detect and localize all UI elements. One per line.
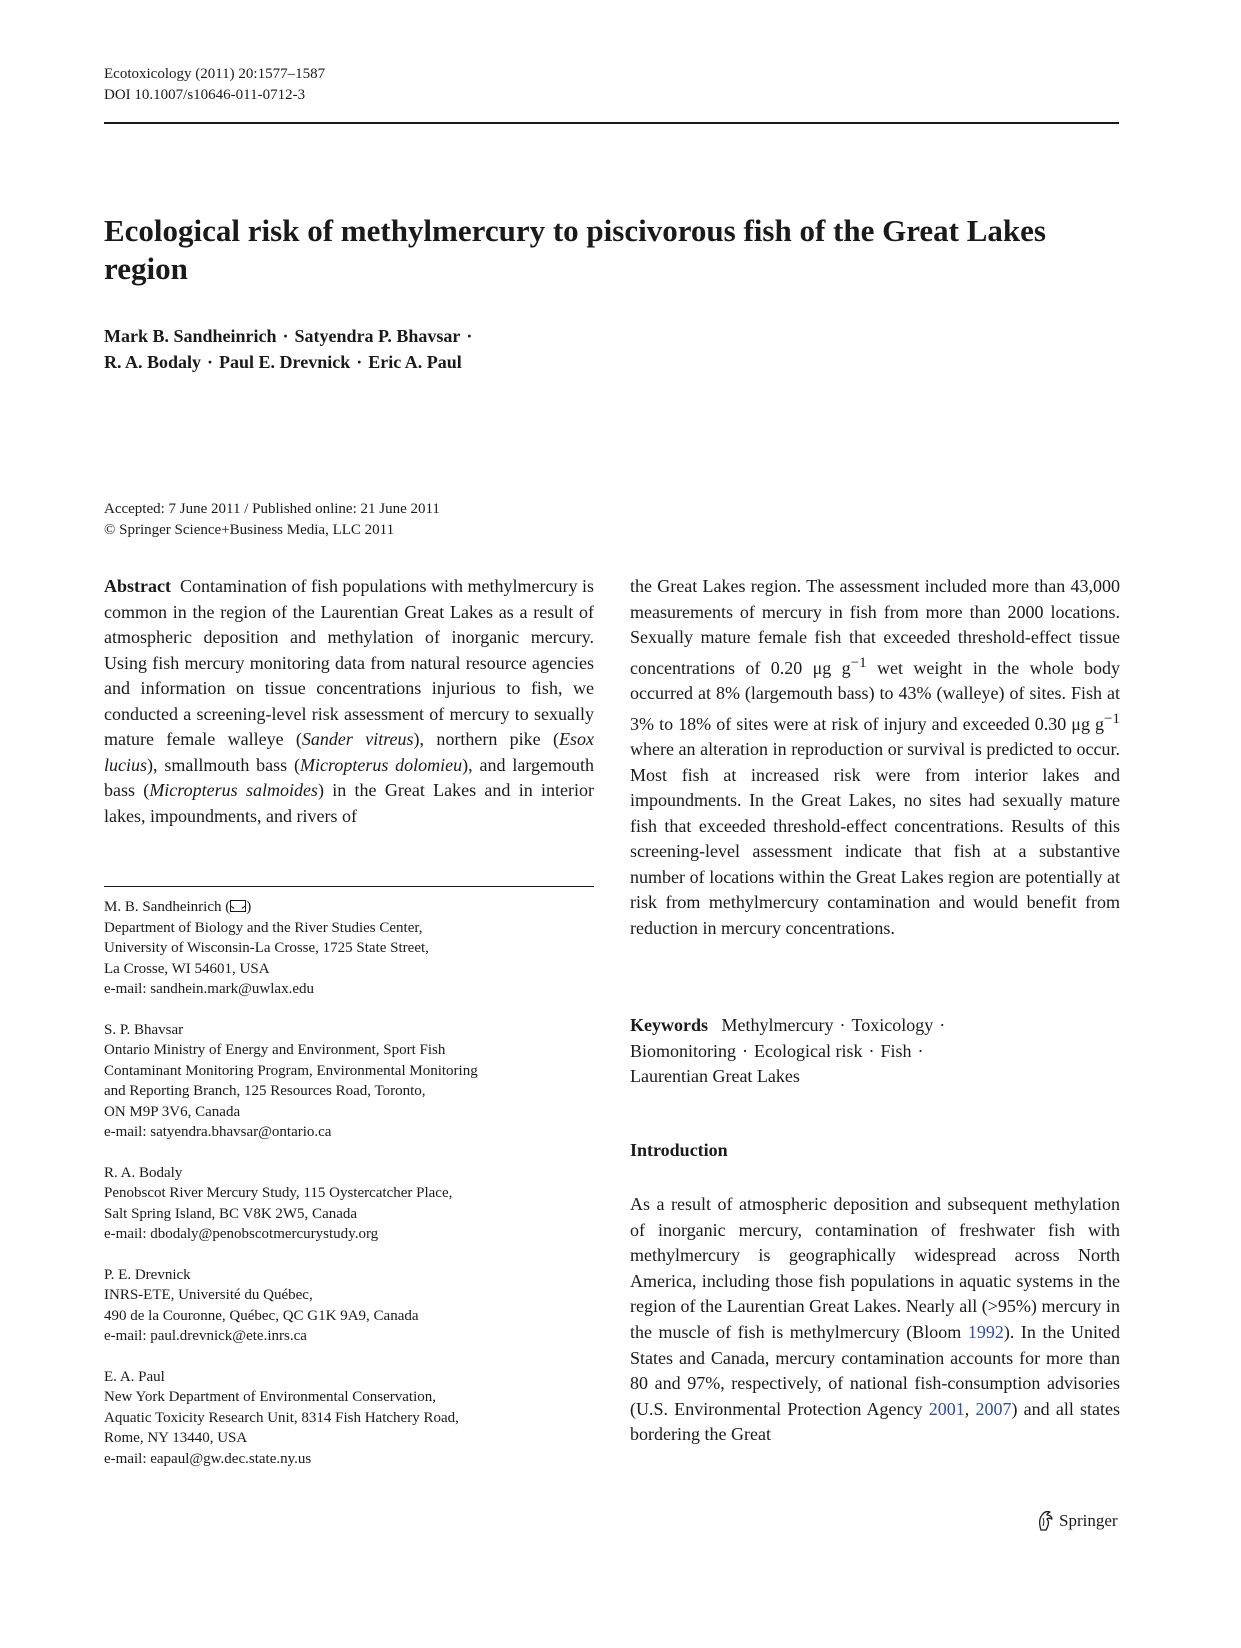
journal-header <box>104 64 325 106</box>
springer-horse-icon <box>1035 1510 1055 1532</box>
email[interactable]: e-mail: paul.drevnick@ete.inrs.ca <box>104 1328 307 1344</box>
footnote-rule <box>104 886 594 887</box>
species-name: Sander vitreus <box>301 729 414 749</box>
keyword-separator: · <box>839 1015 846 1035</box>
affiliation-name: R. A. Bodaly <box>104 1164 183 1181</box>
keywords-label: Keywords <box>630 1015 708 1035</box>
email[interactable]: e-mail: sandhein.mark@uwlax.edu <box>104 981 314 997</box>
affiliation <box>104 1367 594 1470</box>
citation-link[interactable]: 2001 <box>928 1398 965 1419</box>
abstract-right <box>630 574 1120 941</box>
keyword-separator: · <box>868 1040 875 1061</box>
affiliation-line: La Crosse, WI 54601, USA <box>104 960 270 977</box>
abstract-text: ), smallmouth bass ( <box>147 754 301 775</box>
abstract-text: ), and largemouth bass ( <box>104 754 594 800</box>
citation-link[interactable]: 1992 <box>967 1321 1004 1342</box>
keyword-separator: · <box>917 1040 924 1061</box>
affiliation-line: Penobscot River Mercury Study, 115 Oystercatcher Place, <box>104 1185 453 1201</box>
affiliation-line: INRS-ETE, Université du Québec, <box>104 1287 313 1303</box>
author: Mark B. Sandheinrich <box>104 326 277 346</box>
affiliation-line: Aquatic Toxicity Research Unit, 8314 Fish Hatchery Road, <box>104 1409 459 1426</box>
superscript: −1 <box>850 654 867 671</box>
affiliation <box>104 1020 594 1143</box>
abstract-text: where an alteration in reproduction or survival is predicted to occur. Most fish at increased risk were from interior lakes and impoundments. In the Great Lakes, no sites had sexually mature fish that exceeded threshold-effect concentrations. Results of this screening-level assessment indicate that fish at a substantive number of locations within the Great Lakes region are potentially at risk from methylmercury contamination and would benefit from reduction in mercury concentrations. <box>630 739 1120 938</box>
journal-citation: Ecotoxicology (2011) 20:1577–1587 <box>104 66 326 82</box>
publisher-name: Springer <box>1059 1511 1118 1530</box>
affiliation <box>104 1265 594 1347</box>
affiliation-line: Department of Biology and the River Studies Center, <box>104 919 423 936</box>
intro-text: ) and all states bordering the Great <box>630 1398 1121 1445</box>
email[interactable]: e-mail: dbodaly@penobscotmercurystudy.org <box>104 1226 379 1242</box>
email[interactable]: e-mail: satyendra.bhavsar@ontario.ca <box>104 1124 332 1140</box>
keyword: Biomonitoring <box>630 1040 737 1061</box>
keyword: Fish <box>880 1040 912 1061</box>
author-separator: · <box>466 326 473 346</box>
publisher-logo <box>1035 1510 1118 1532</box>
affiliation-line: New York Department of Environmental Conservation, <box>104 1389 437 1405</box>
intro-text: As a result of atmospheric deposition and subsequent methylation of inorganic mercury, contamination of freshwater fish with methylmercury is geographically widespread across North America, including those fish populations in aquatic systems in the region of the Laurentian Great Lakes. Nearly all (>95%) mercury in the muscle of fish is methylmercury (Bloom <box>630 1194 1120 1342</box>
keyword: Laurentian Great Lakes <box>630 1066 800 1086</box>
keyword: Methylmercury <box>721 1015 834 1035</box>
affiliation-line: Rome, NY 13440, USA <box>104 1430 248 1446</box>
affiliation <box>104 897 594 1000</box>
keyword: Toxicology <box>851 1015 934 1035</box>
affiliation-line: Salt Spring Island, BC V8K 2W5, Canada <box>104 1205 358 1222</box>
abstract-text: Contamination of fish populations with methylmercury is common in the region of the Laurentian Great Lakes as a result of atmospheric deposition and methylation of inorganic mercury. Using fish mercury monitoring data from natural resource agencies and information on tissue concentrations injurious to fish, we conducted a screening-level risk assessment of mercury to sexually mature female walleye ( <box>104 576 594 749</box>
affiliation-name: M. B. Sandheinrich ( <box>104 899 231 915</box>
affiliation-name: E. A. Paul <box>104 1368 165 1385</box>
affiliation-name: P. E. Drevnick <box>104 1266 191 1283</box>
keyword: Ecological risk <box>754 1040 863 1061</box>
envelope-icon <box>230 900 246 912</box>
citation-link[interactable]: 2007 <box>975 1398 1012 1419</box>
keywords <box>630 1013 1120 1090</box>
author: Eric A. Paul <box>368 352 462 372</box>
email[interactable]: e-mail: eapaul@gw.dec.state.ny.us <box>104 1450 312 1467</box>
accepted-date: Accepted: 7 June 2011 / Published online: 21 June 2011 <box>104 501 440 517</box>
abstract-text: ), northern pike ( <box>413 729 559 749</box>
abstract-text: wet weight in the whole body occurred at 8% (largemouth bass) to 43% (walleye) of sites. Fish at 3% to 18% of sites were at risk of injury and exceeded 0.30 μg g <box>630 657 1120 734</box>
keyword-separator: · <box>742 1040 749 1061</box>
affiliations <box>104 897 594 1489</box>
keyword-separator: · <box>939 1015 946 1035</box>
affiliation-name: S. P. Bhavsar <box>104 1021 184 1038</box>
intro-text: ). In the United States and Canada, mercury contamination accounts for more than 80 and 97%, respectively, of national fish-consumption advisories (U.S. Environmental Protection Agency <box>630 1321 1121 1419</box>
species-name: Micropterus dolomieu <box>300 754 463 775</box>
affiliation-line: 490 de la Couronne, Québec, QC G1K 9A9, Canada <box>104 1307 419 1324</box>
intro-text: , <box>964 1398 976 1419</box>
author: Satyendra P. Bhavsar <box>294 326 461 346</box>
header-rule <box>104 122 1119 124</box>
affiliation <box>104 1163 594 1245</box>
affiliation-line: University of Wisconsin-La Crosse, 1725 State Street, <box>104 940 429 956</box>
abstract-left <box>104 574 594 829</box>
affiliation-line: ON M9P 3V6, Canada <box>104 1103 241 1120</box>
abstract-text: ) in the Great Lakes and in interior lakes, impoundments, and rivers of <box>104 780 594 826</box>
author-separator: · <box>207 352 214 372</box>
section-heading-introduction: Introduction <box>630 1140 728 1160</box>
author: Paul E. Drevnick <box>219 352 351 372</box>
paper-title: Ecological risk of methylmercury to piscivorous fish of the Great Lakes region <box>104 213 1046 286</box>
introduction-text <box>630 1192 1120 1448</box>
affiliation-name: ) <box>246 899 252 915</box>
species-name: Esox lucius <box>104 729 594 775</box>
affiliation-line: Contaminant Monitoring Program, Environmental Monitoring <box>104 1062 478 1079</box>
author-separator: · <box>282 326 289 346</box>
author: R. A. Bodaly <box>104 352 202 372</box>
superscript: −1 <box>1104 710 1120 727</box>
copyright: © Springer Science+Business Media, LLC 2011 <box>104 522 395 538</box>
publication-dates <box>104 499 440 541</box>
species-name: Micropterus salmoides <box>149 780 318 800</box>
doi: DOI 10.1007/s10646-011-0712-3 <box>104 87 306 103</box>
author-list <box>104 323 478 375</box>
author-separator: · <box>356 352 363 372</box>
abstract-text: the Great Lakes region. The assessment included more than 43,000 measurements of mercury in fish from more than 2000 locations. Sexually mature female fish that exceeded threshold-effect tissue concentrations of 0.20 μg g <box>630 576 1120 678</box>
affiliation-line: and Reporting Branch, 125 Resources Road, Toronto, <box>104 1083 426 1099</box>
abstract-label: Abstract <box>104 576 171 596</box>
affiliation-line: Ontario Ministry of Energy and Environment, Sport Fish <box>104 1042 446 1058</box>
